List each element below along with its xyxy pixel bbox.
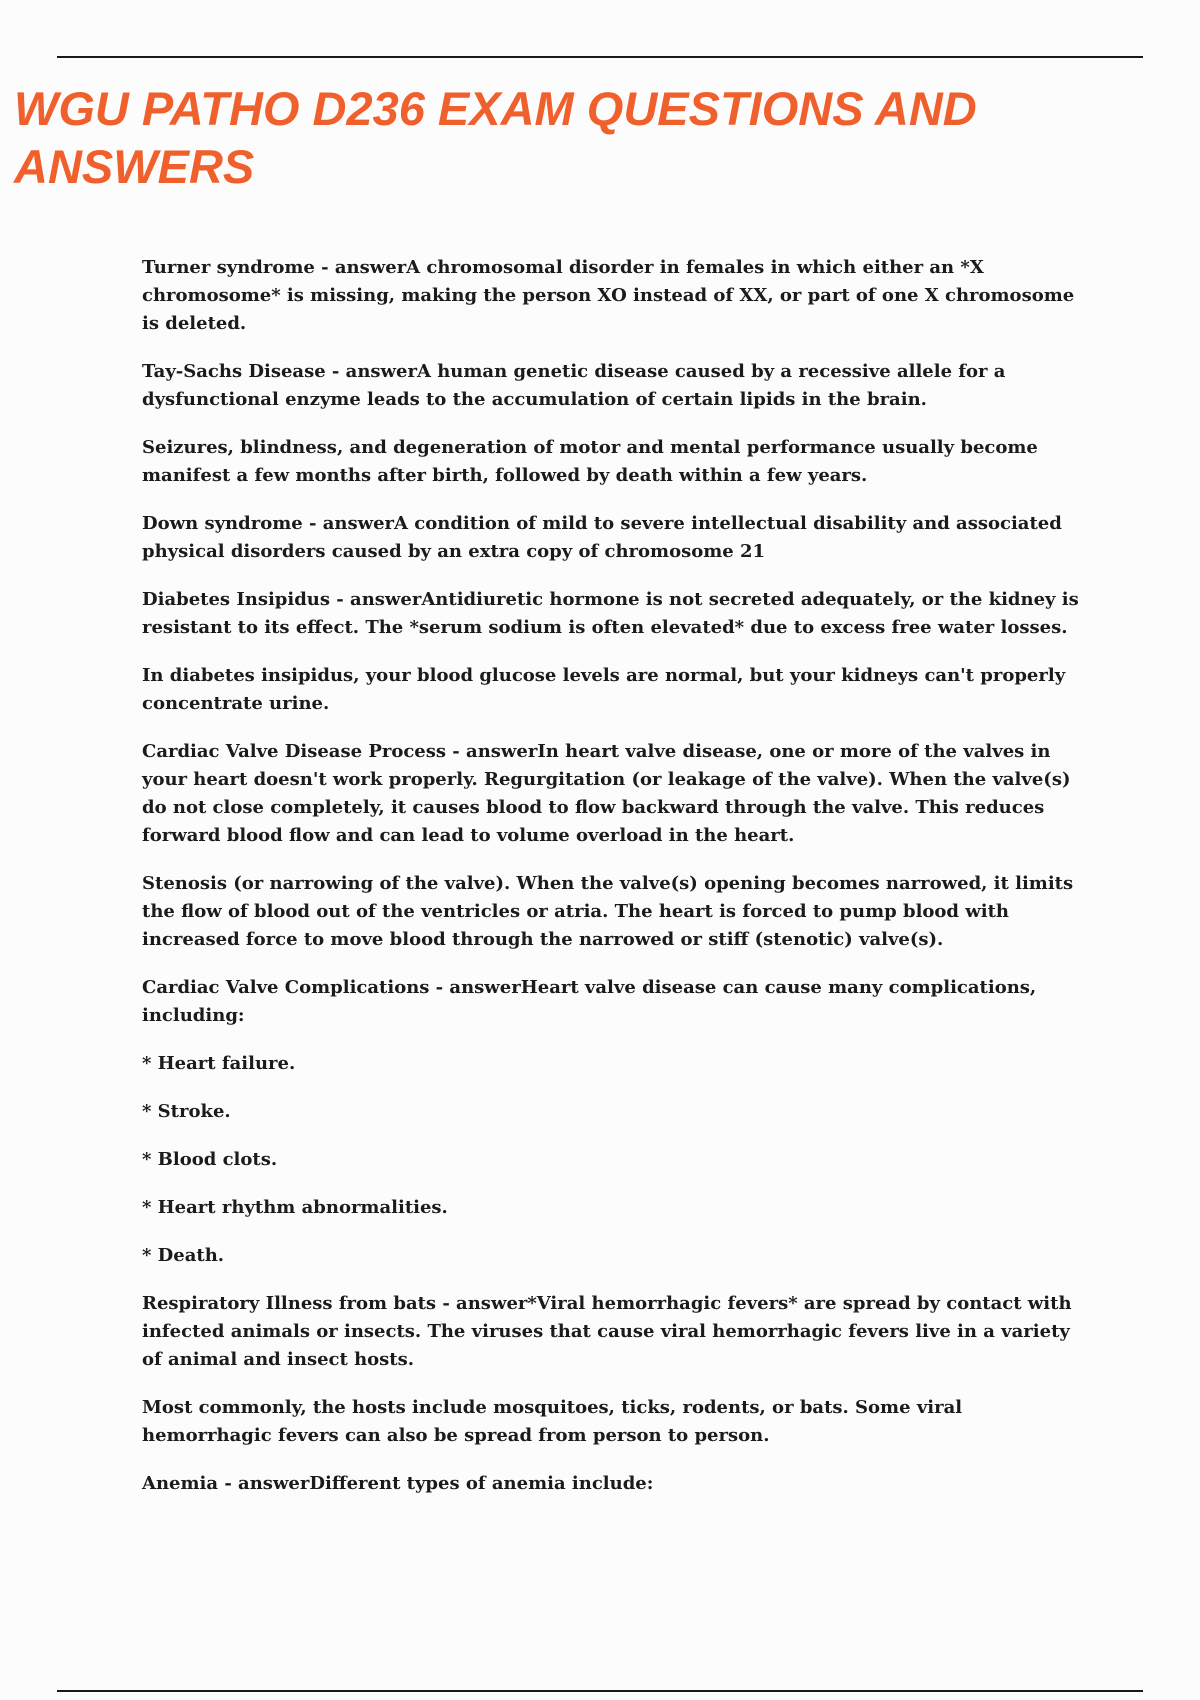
paragraph-diabetes-insipidus-glucose: In diabetes insipidus, your blood glucose levels are normal, but your kidneys can't properly concentrate urine.: [142, 665, 1066, 714]
paragraph-cardiac-valve-complications: Cardiac Valve Complications - answerHeart valve disease can cause many complications, including:: [142, 977, 1037, 1026]
list-item-stroke: * Stroke.: [142, 1101, 231, 1122]
list-item-heart-failure: * Heart failure.: [142, 1053, 296, 1074]
paragraph-diabetes-insipidus: Diabetes Insipidus - answerAntidiuretic hormone is not secreted adequately, or the kidney is resistant to its effect. The *serum sodium is often elevated* due to excess free water losses.: [142, 589, 1079, 638]
paragraph-anemia: Anemia - answerDifferent types of anemia include:: [142, 1473, 654, 1494]
paragraph-cardiac-valve-disease: Cardiac Valve Disease Process - answerIn heart valve disease, one or more of the valves in your heart doesn't work properly. Regurgitation (or leakage of the valve). When the valve(s) do not close completely, it causes blood to flow backward through the valve. This reduces forward blood flow and can lead to volume overload in the heart.: [142, 741, 1071, 846]
document-body: [142, 254, 1092, 1518]
bottom-rule: [57, 1690, 1143, 1692]
list-item-blood-clots: * Blood clots.: [142, 1149, 278, 1170]
top-rule: [57, 56, 1143, 58]
paragraph-viral-hosts: Most commonly, the hosts include mosquitoes, ticks, rodents, or bats. Some viral hemorrhagic fevers can also be spread from person to person.: [142, 1397, 963, 1446]
paragraph-tay-sachs-symptoms: Seizures, blindness, and degeneration of motor and mental performance usually become manifest a few months after birth, followed by death within a few years.: [142, 437, 1038, 486]
paragraph-turner-syndrome: Turner syndrome - answerA chromosomal disorder in females in which either an *X chromosome* is missing, making the person XO instead of XX, or part of one X chromosome is deleted.: [142, 257, 1075, 334]
paragraph-down-syndrome: Down syndrome - answerA condition of mild to severe intellectual disability and associated physical disorders caused by an extra copy of chromosome 21: [142, 513, 1062, 562]
paragraph-stenosis: Stenosis (or narrowing of the valve). When the valve(s) opening becomes narrowed, it limits the flow of blood out of the ventricles or atria. The heart is forced to pump blood with increased force to move blood through the narrowed or stiff (stenotic) valve(s).: [142, 873, 1074, 950]
list-item-heart-rhythm: * Heart rhythm abnormalities.: [142, 1197, 448, 1218]
paragraph-respiratory-illness-bats: Respiratory Illness from bats - answer*Viral hemorrhagic fevers* are spread by contact with infected animals or insects. The viruses that cause viral hemorrhagic fevers live in a variety of animal and insect hosts.: [142, 1293, 1072, 1370]
list-item-death: * Death.: [142, 1245, 225, 1266]
paragraph-tay-sachs: Tay-Sachs Disease - answerA human genetic disease caused by a recessive allele for a dysfunctional enzyme leads to the accumulation of certain lipids in the brain.: [142, 361, 1006, 410]
document-title: WGU PATHO D236 EXAM QUESTIONS AND ANSWERS: [14, 82, 977, 193]
